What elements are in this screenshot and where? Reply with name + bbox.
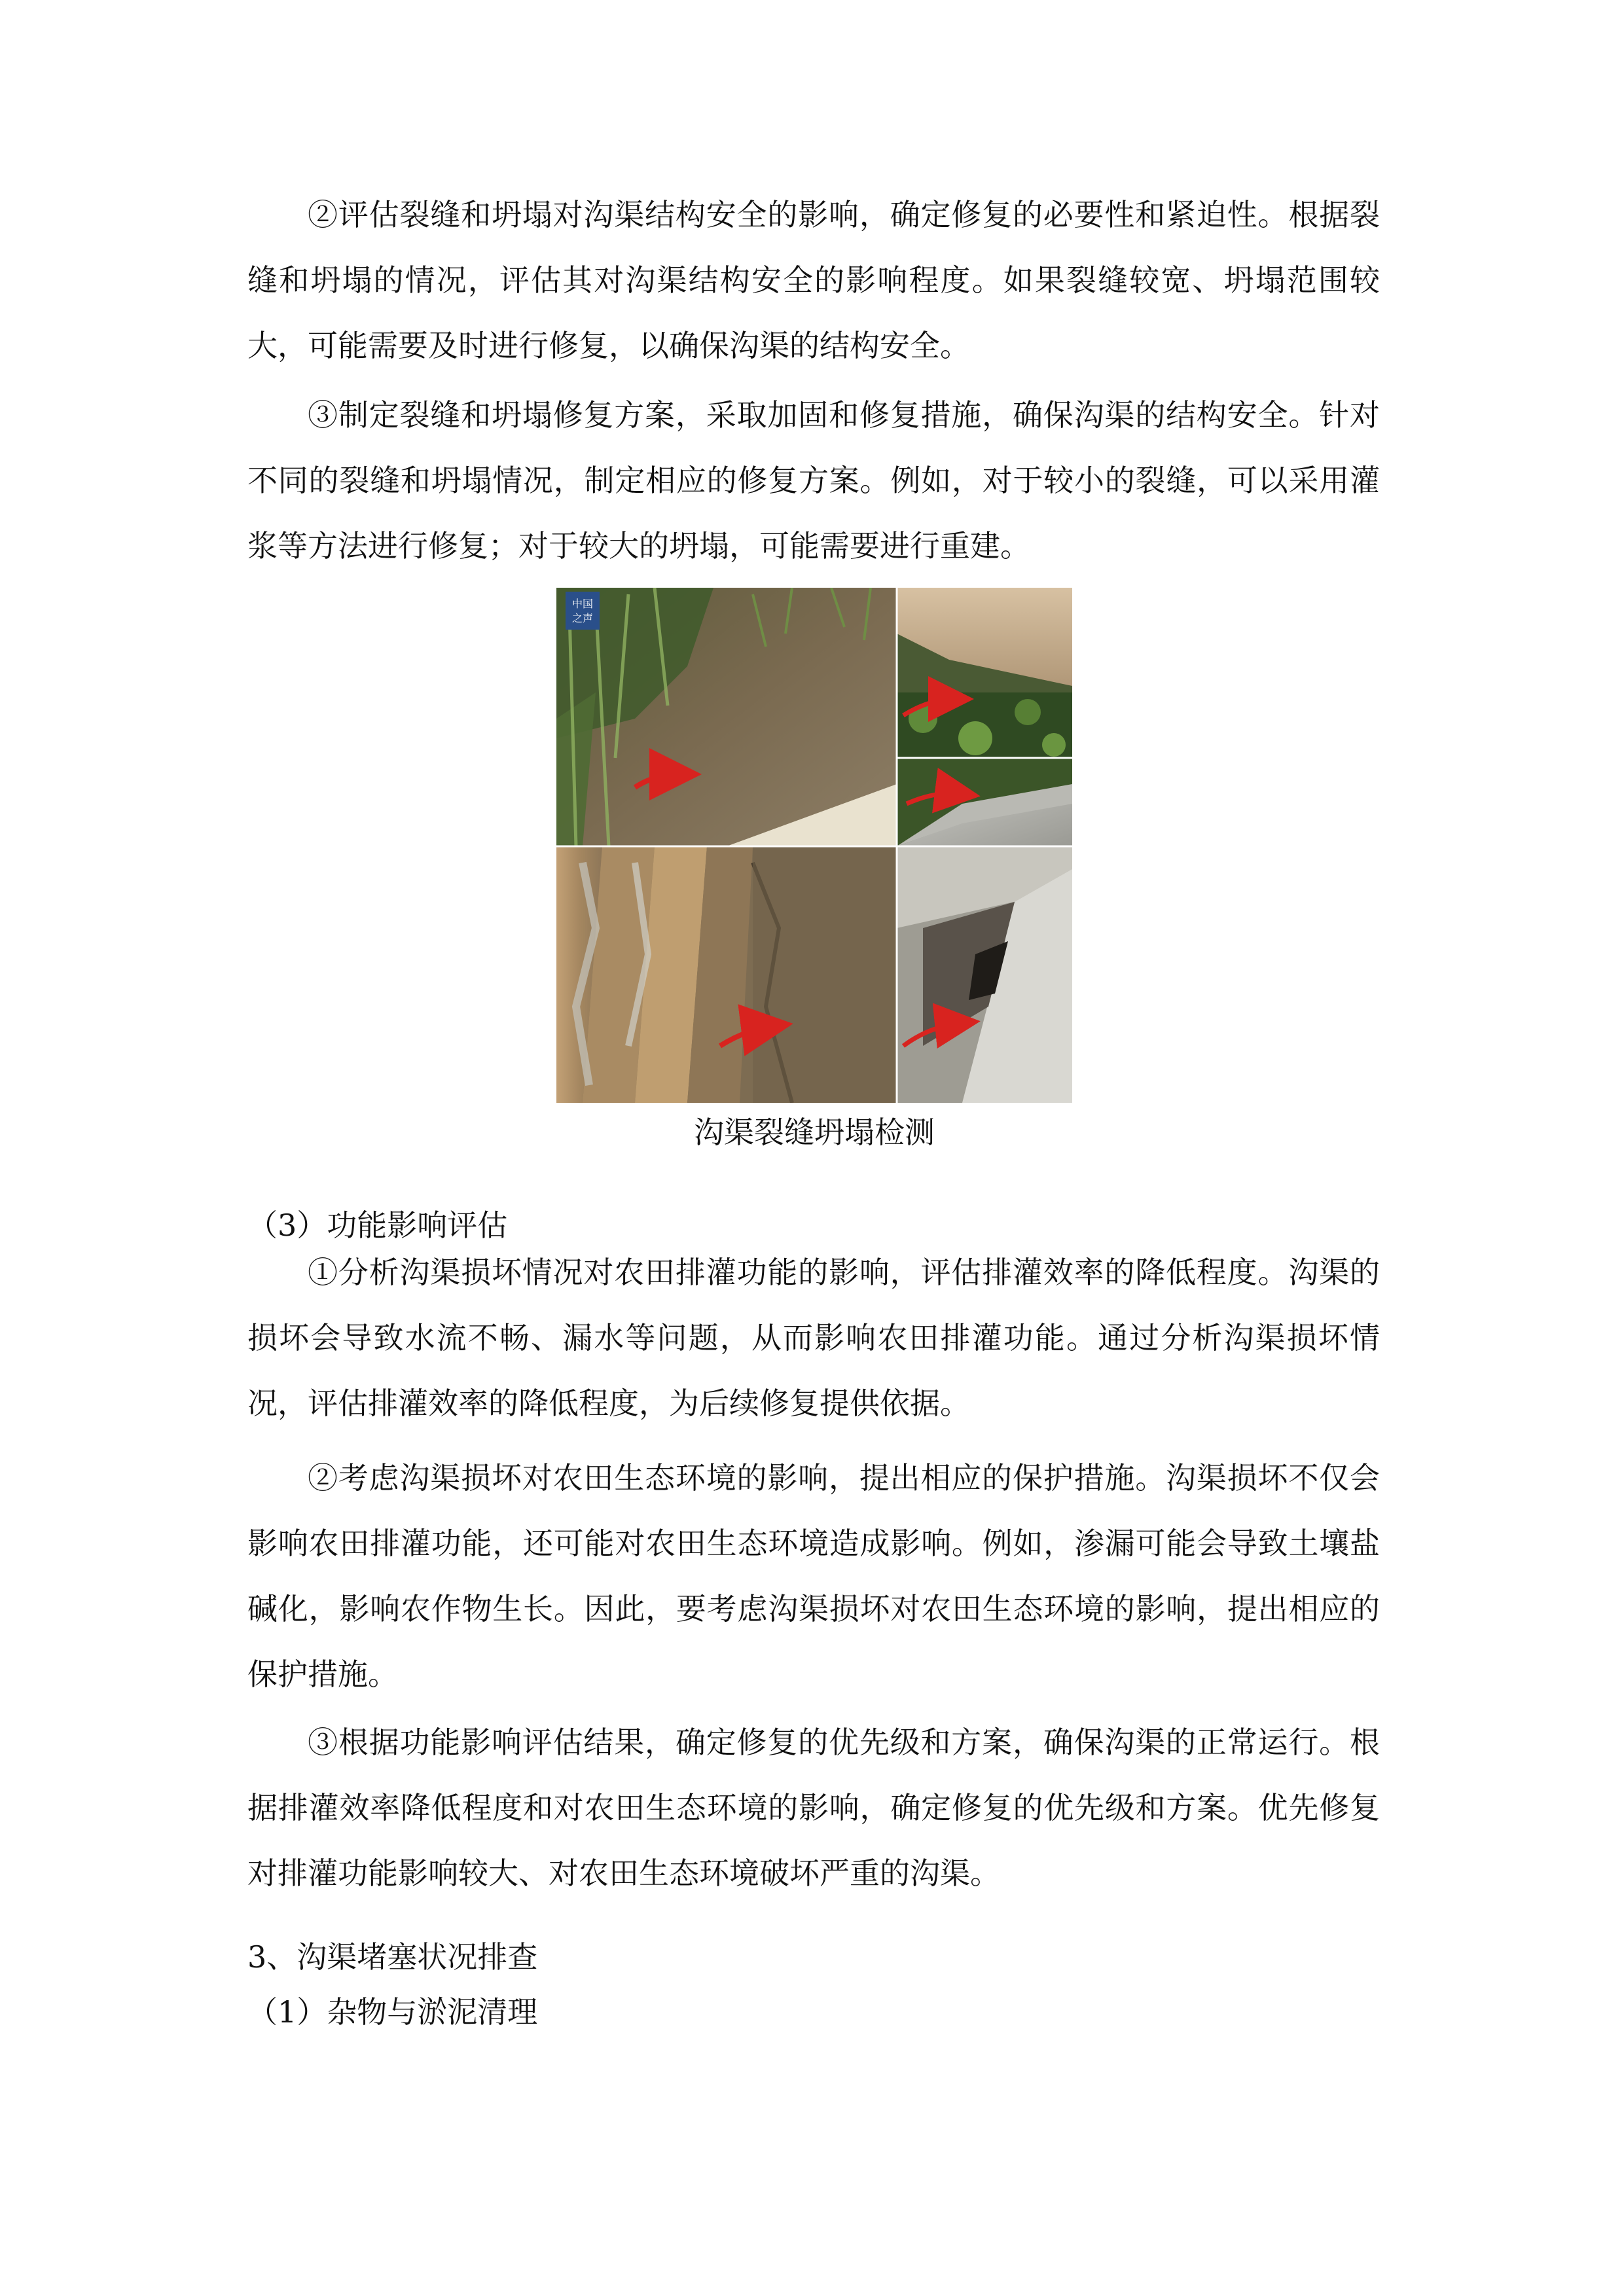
- paragraph-structural-safety: ②评估裂缝和坍塌对沟渠结构安全的影响，确定修复的必要性和紧迫性。根据裂缝和坍塌的情况，评估其对沟渠结构安全的影响程度。如果裂缝较宽、坍塌范围较大，可能需要及时进行修复，以确保沟渠的结构安全。: [247, 197, 1380, 363]
- photo-collage: [556, 588, 1072, 1103]
- paragraph-drainage-efficiency: ①分析沟渠损坏情况对农田排灌功能的影响，评估排灌效率的降低程度。沟渠的损坏会导致水流不畅、漏水等问题，从而影响农田排灌功能。通过分析沟渠损坏情况，评估排灌效率的降低程度，为后续修复提供依据。: [247, 1255, 1380, 1421]
- photo-panel-grass-soil: [556, 588, 897, 846]
- ditch-crack-collapse-photo: [556, 588, 1072, 1103]
- svg-text:之声: 之声: [571, 612, 594, 624]
- watermark-text: 中国: [571, 598, 594, 610]
- subsection-heading-debris-silt: （1）杂物与淤泥清理: [247, 1994, 538, 2030]
- photo-panel-concrete-crack: [556, 846, 897, 1103]
- section-heading-blockage-check: 3、沟渠堵塞状况排查: [247, 1939, 538, 1975]
- paragraph-repair-plan: ③制定裂缝和坍塌修复方案，采取加固和修复措施，确保沟渠的结构安全。针对不同的裂缝和坍塌情况，制定相应的修复方案。例如，对于较小的裂缝，可以采用灌浆等方法进行修复；对于较大的坍塌，可能需要进行重建。: [247, 397, 1380, 564]
- figure-caption: 沟渠裂缝坍塌检测: [694, 1115, 935, 1150]
- section-heading-function-impact: （3）功能影响评估: [247, 1208, 508, 1243]
- paragraph-ecological-impact: ②考虑沟渠损坏对农田生态环境的影响，提出相应的保护措施。沟渠损坏不仅会影响农田排灌功能，还可能对农田生态环境造成影响。例如，渗漏可能会导致土壤盐碱化，影响农作物生长。因此，要考虑沟渠损坏对农田生态环境的影响，提出相应的保护措施。: [247, 1460, 1380, 1692]
- photo-panel-grey-channel: [897, 758, 1072, 846]
- paragraph-repair-priority: ③根据功能影响评估结果，确定修复的优先级和方案，确保沟渠的正常运行。根据排灌效率降低程度和对农田生态环境的影响，确定修复的优先级和方案。优先修复对排灌功能影响较大、对农田生态环境破坏严重的沟渠。: [247, 1725, 1380, 1891]
- photo-panel-slab-plants: [897, 588, 1072, 758]
- photo-panel-collapse: [897, 846, 1072, 1103]
